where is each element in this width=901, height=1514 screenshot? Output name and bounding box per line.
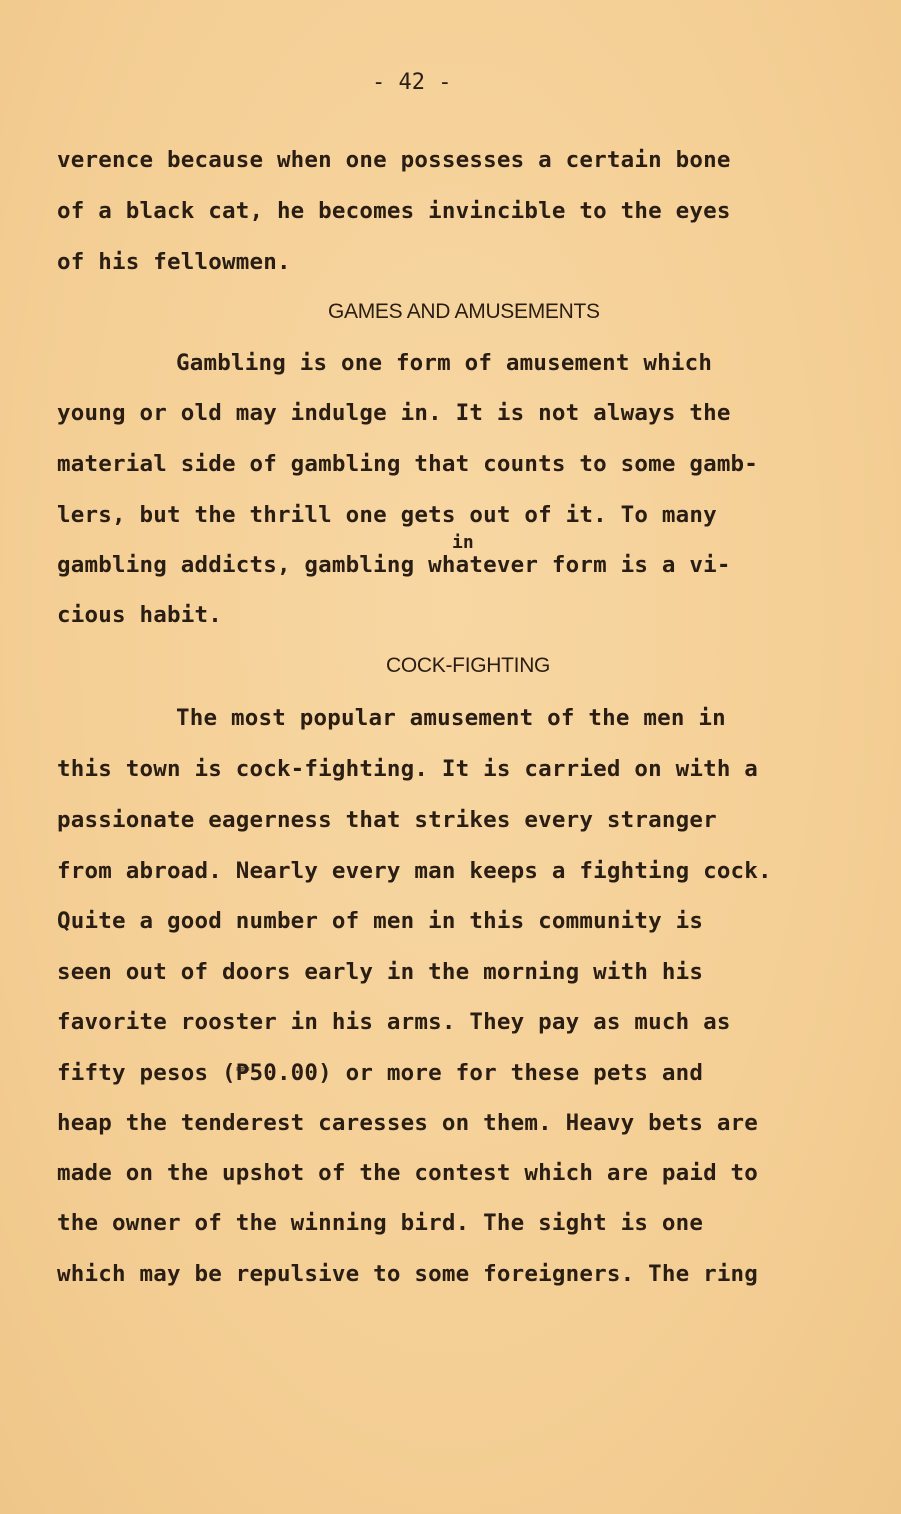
text-line: heap the tenderest caresses on them. Heavy bets are: [57, 1110, 759, 1136]
text-line: Quite a good number of men in this community is: [57, 908, 704, 934]
text-line: verence because when one possesses a certain bone: [57, 147, 731, 173]
handwritten-insertion: in: [452, 532, 474, 553]
text-line: favorite rooster in his arms. They pay as much as: [57, 1009, 731, 1035]
text-line: Gambling is one form of amusement which: [176, 350, 713, 376]
text-line: of his fellowmen.: [57, 249, 291, 275]
text-line: material side of gambling that counts to some gamb-: [57, 451, 759, 477]
text-line: passionate eagerness that strikes every stranger: [57, 807, 717, 833]
text-line: gambling addicts, gambling whatever form is a vi-: [57, 552, 731, 578]
text-line: of a black cat, he becomes invincible to the eyes: [57, 198, 731, 224]
text-line: young or old may indulge in. It is not always the: [57, 400, 731, 426]
text-line: made on the upshot of the contest which are paid to: [57, 1160, 759, 1186]
text-line: lers, but the thrill one gets out of it. To many: [57, 502, 717, 528]
text-line: this town is cock-fighting. It is carried on with a: [57, 756, 759, 782]
page-number: - 42 -: [372, 70, 452, 95]
text-line: from abroad. Nearly every man keeps a fighting cock.: [57, 858, 772, 884]
heading-games-and-amusements: GAMES AND AMUSEMENTS: [328, 300, 600, 323]
text-line: fifty pesos (₱50.00) or more for these pets and: [57, 1060, 704, 1086]
text-line: cious habit.: [57, 602, 222, 628]
heading-cock-fighting: COCK-FIGHTING: [386, 654, 551, 677]
text-line: The most popular amusement of the men in: [176, 705, 726, 731]
text-line: the owner of the winning bird. The sight is one: [57, 1210, 704, 1236]
text-line: which may be repulsive to some foreigners. The ring: [57, 1261, 759, 1287]
text-line: seen out of doors early in the morning with his: [57, 959, 704, 985]
